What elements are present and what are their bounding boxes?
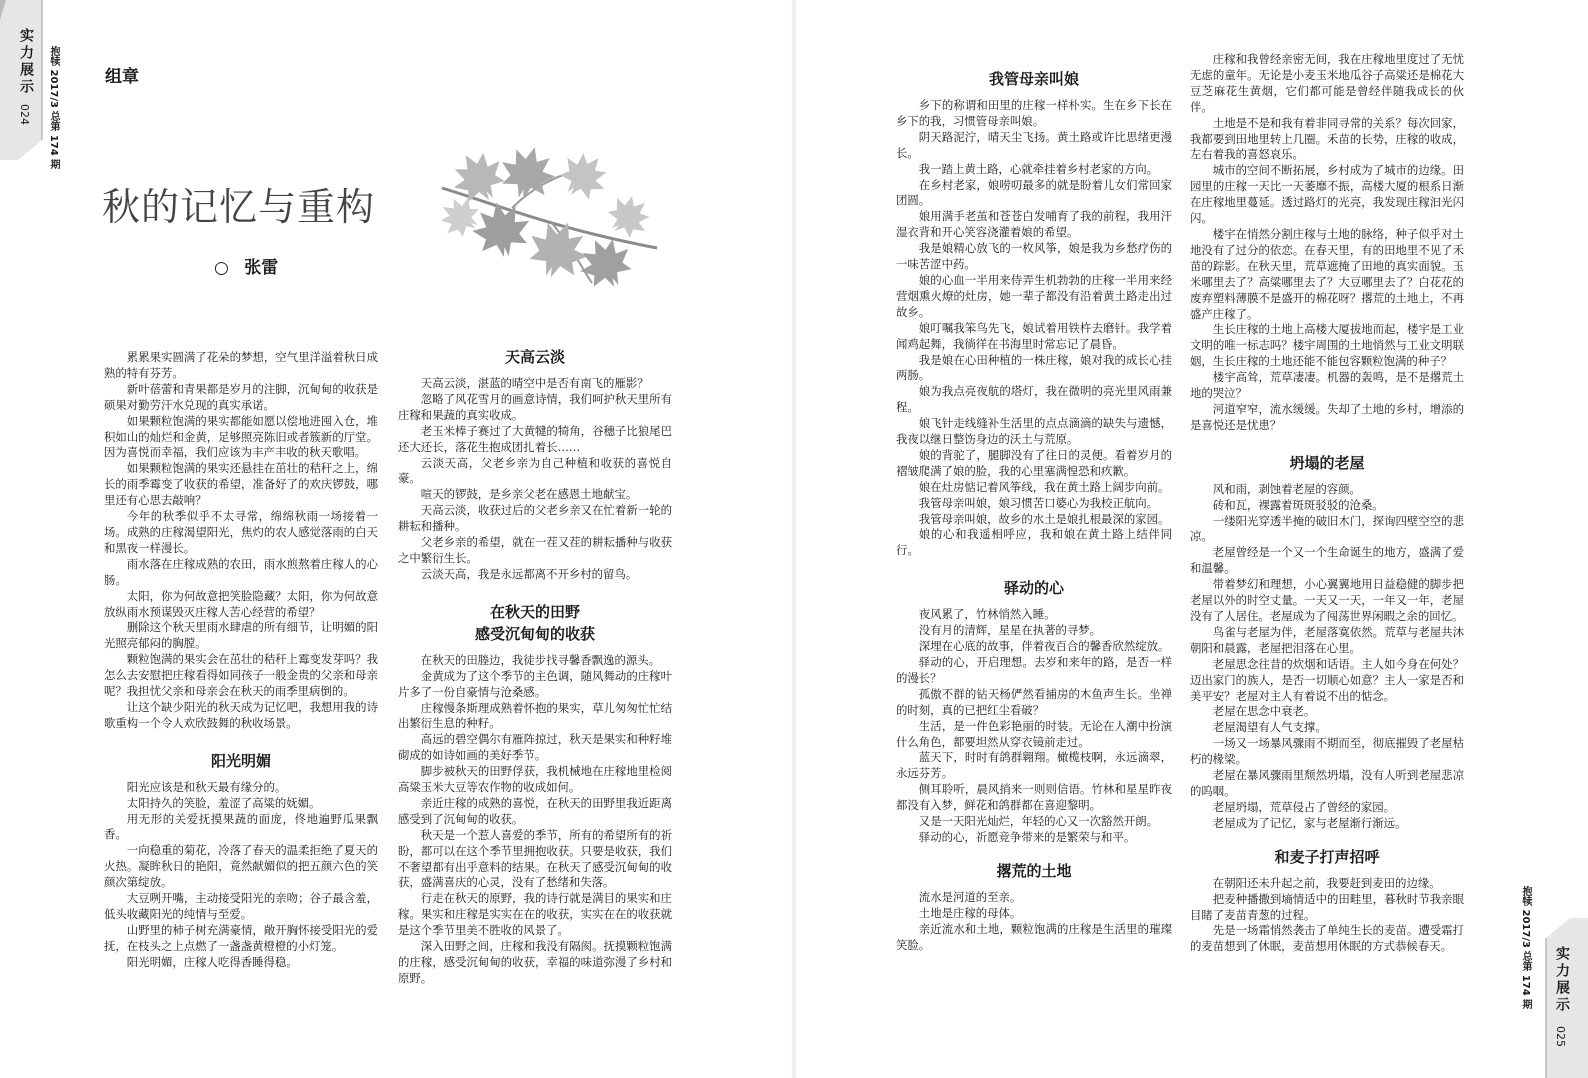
article-column-2 (398, 346, 672, 987)
paragraph: 城市的空间不断拓展，乡村成为了城市的边缘。田园里的庄稼一天比一天萎靡不振，高楼大厦的根系日渐在庄稼地里蔓延。透过路灯的光亮，我发现庄稼汩光闪闪。 (1190, 163, 1464, 226)
paragraph: 乡下的称谓和田里的庄稼一样朴实。生在乡下长在乡下的我，习惯管母亲叫娘。 (896, 98, 1172, 128)
paragraph: 今年的秋季似乎不太寻常，绵绵秋雨一场接着一场。成熟的庄稼渴望阳光，焦灼的农人感觉落雨的白天和黑夜一样漫长。 (104, 509, 378, 555)
section-heading: 和麦子打声招呼 (1274, 847, 1380, 866)
paragraph: 让这个缺少阳光的秋天成为记忆吧，我想用我的诗歌重构一个令人欢欣鼓舞的秋收场景。 (104, 699, 378, 730)
section-heading: 坍塌的老屋 (1289, 453, 1365, 472)
paragraph: 天高云淡，湛蓝的晴空中是否有南飞的雁影？ (420, 376, 649, 390)
paragraph: 楼宇高耸，荒草凄凄。机器的轰鸣，是不是撂荒土地的哭泣？ (1190, 370, 1464, 401)
paragraph: 云淡天高，父老乡亲为自己种植和收获的喜悦自豪。 (398, 455, 672, 486)
paragraph: 一向稳重的菊花，冷落了春天的温柔拒绝了夏天的火热。凝眸秋日的艳阳，竟然献媚似的把五颜六色的笑颜次第绽放。 (104, 843, 378, 890)
paragraph: 驿动的心，开启理想。去岁和来年的路，是否一样的漫长？ (896, 655, 1172, 685)
paragraph: 我管母亲叫娘，娘习惯苦口婆心为我校正航向。 (918, 495, 1159, 510)
paragraph: 老屋渴望有人气支撑。 (1212, 720, 1327, 735)
paragraph: 大豆咧开嘴，主动接受阳光的亲吻；谷子最含羞，低头收藏阳光的纯情与至爱。 (104, 891, 378, 921)
paragraph: 我一踏上黄土路，心就牵挂着乡村老家的方向。 (918, 161, 1159, 176)
paragraph: 一场又一场暴风骤雨不期而至，彻底摧毁了老屋枯朽的椽梁。 (1190, 736, 1464, 767)
paragraph: 侧耳聆听，晨风捎来一则则信语。竹林和星星昨夜都没有入梦，鲜花和鸽群都在喜迎黎明。 (896, 782, 1172, 813)
paragraph: 生长庄稼的土地上高楼大厦拔地而起，楼宇是工业文明的唯一标志吗？楼宇周围的土地悄然与工业文明联姻，生长庄稼的土地还能不能包容颗粒饱满的种子？ (1190, 322, 1464, 369)
paragraph: 流水是河道的至亲。 (918, 889, 1022, 904)
paragraph: 蓝天下，时时有鸽群翱翔。橄榄枝啊，永远滴翠，永远芬芳。 (896, 750, 1172, 781)
page-number-left: 024 (18, 104, 31, 125)
section-heading: 我管母亲叫娘 (988, 70, 1079, 88)
paragraph: 娘飞针走线缝补生活里的点点滴滴的缺失与遗憾，我夜以继日整饬身边的沃土与荒原。 (896, 416, 1172, 447)
section-heading: 阳光明媚 (210, 751, 271, 770)
paragraph: 驿动的心，祈愿竞争带来的是繁荣与和平。 (918, 829, 1136, 844)
paragraph: 娘的心血一半用来侍弄生机勃勃的庄稼一半用来经营烟熏火燎的灶房，她一辈子都没有沿着黄土路走出过故乡。 (896, 272, 1172, 319)
section-tab-left: 实力展示 (18, 28, 34, 96)
paragraph: 高远的碧空偶尔有雁阵掠过，秋天是果实和种籽堆砌成的如诗如画的美好季节。 (398, 732, 672, 763)
paragraph: 行走在秋天的原野，我的诗行就是满目的果实和庄稼。果实和庄稼是实实在在的收获，实实在在的收获就是这个季节里美不胜收的风景了。 (398, 891, 672, 938)
paragraph: 金黄成为了这个季节的主色调，随风舞动的庄稼叶片多了一份自豪情与沧桑感。 (398, 668, 672, 699)
paragraph: 庄稼和我曾经亲密无间，我在庄稼地里度过了无忧无虑的童年。无论是小麦玉米地瓜谷子高粱还是棉花大豆芝麻花生黄烟，它们都可能是曾经伴随我成长的伙伴。 (1190, 52, 1464, 114)
maple-leaves-illustration (432, 148, 667, 300)
paragraph: 河道窄窄，流水缓缓。失却了土地的乡村，增添的是喜悦还是忧患？ (1190, 401, 1464, 432)
paragraph: 老屋曾经是一个又一个生命诞生的地方，盛满了爱和温馨。 (1190, 545, 1464, 576)
article-column-3 (896, 68, 1172, 954)
paragraph: 老屋成为了记忆，家与老屋渐行渐远。 (1212, 815, 1407, 830)
article-column-4 (1190, 52, 1464, 955)
paragraph: 父老乡亲的希望，就在一茬又茬的耕耘播种与收获之中繁衍生长。 (398, 535, 672, 565)
paragraph: 天高云淡，收获过后的父老乡亲又在忙着新一轮的耕耘和播种。 (398, 503, 672, 534)
paragraph: 庄稼慢条斯理成熟着怀抱的果实，草儿匆匆忙忙结出繁衍生息的种籽。 (398, 700, 672, 731)
paragraph: 生活，是一件色彩艳丽的时装。无论在人潮中扮演什么角色，都要坦然从穿衣镜前走过。 (896, 718, 1172, 749)
paragraph: 娘用满手老茧和苍苍白发哺育了我的前程，我用汗湿衣背和开心笑容浇灌着娘的希望。 (896, 209, 1172, 240)
paragraph: 云淡天高，我是永远都离不开乡村的留鸟。 (420, 566, 638, 581)
column-tag: 组章 (105, 67, 139, 87)
paragraph: 亲近庄稼的成熟的喜悦，在秋天的田野里我近距离感受到了沉甸甸的收获。 (398, 795, 672, 826)
paragraph: 亲近流水和土地，颗粒饱满的庄稼是生活里的璀璨笑脸。 (896, 921, 1172, 952)
paragraph: 太阳，你为何故意把笑脸隐藏？太阳，你为何故意放纵雨水预谋毁灭庄稼人苦心经营的希望？ (104, 588, 378, 619)
paragraph: 在朝阳还未升起之前，我要赶到麦田的边缘。 (1212, 875, 1441, 890)
paragraph: 我管母亲叫娘，故乡的水土是娘扎根最深的家园。 (918, 511, 1170, 526)
section-heading: 天高云淡 (504, 348, 565, 366)
paragraph: 用无形的关爱抚摸果蔬的面庞，佟地遍野瓜果飘香。 (104, 811, 378, 842)
paragraph: 带着梦幻和理想，小心翼翼地用日益稳健的脚步把老屋以外的时空丈量。一天又一天，一年又一年，老屋没有了人居住。老屋成为了闯荡世界闲暇之余的回忆。 (1190, 577, 1464, 623)
paragraph: 娘为我点亮夜航的塔灯，我在微明的亮光里风雨兼程。 (896, 384, 1172, 415)
paragraph: 鸟雀与老屋为伴，老屋落寞依然。荒草与老屋共沐朝阳和晨露，老屋把泪落在心里。 (1190, 624, 1464, 655)
paragraph: 土地是不是和我有着非同寻常的关系？每次回家，我都要到田地里转上几圈。禾苗的长势，庄稼的收成，左右着我的喜怒哀乐。 (1190, 115, 1464, 162)
paragraph: 一缕阳光穿透半掩的破旧木门，探询四壁空空的悲凉。 (1190, 513, 1464, 544)
paragraph: 又是一天阳光灿烂，年轻的心又一次豁然开朗。 (918, 814, 1159, 829)
author-circle-mark: ○ (214, 258, 229, 278)
paragraph: 娘的背驼了，腿脚没有了往日的灵便。看着岁月的褶皱爬满了娘的脸，我的心里塞满惶恐和疚歉。 (896, 447, 1172, 478)
paragraph: 楼宇在悄然分割庄稼与土地的脉络，种子似乎对土地没有了过分的依恋。在春天里，有的田地里不见了禾苗的踪影。在秋天里，荒草遮掩了田地的真实面貌。玉米哪里去了？高粱哪里去了？大豆哪里去了？白花花的废弃塑料薄膜不是盛开的棉花呀？撂荒的土地上，不再盛产庄稼了。 (1190, 226, 1464, 321)
paragraph: 脚步被秋天的田野俘获，我机械地在庄稼地里检阅高粱玉米大豆等农作物的收成如何。 (398, 764, 672, 795)
article-title: 秋的记忆与重构 (102, 185, 376, 229)
page-number-right: 025 (1554, 1026, 1567, 1047)
paragraph: 在秋天的田塍边，我徒步找寻馨香飘逸的源头。 (420, 652, 661, 667)
paragraph: 深埋在心底的故事，伴着夜百合的馨香欣然绽放。 (918, 639, 1170, 654)
paragraph: 娘的心和我遥相呼应，我和娘在黄土路上结伴同行。 (896, 527, 1172, 558)
paragraph: 累累果实圆满了花朵的梦想，空气里洋溢着秋日成熟的特有芬芳。 (104, 350, 378, 380)
author-name: 张雷 (244, 258, 279, 278)
paragraph: 如果颗粒饱满的果实都能如愿以偿地进囤入仓，堆积如山的灿烂和金黄，足够照亮陈旧或者簇新的厅堂。因为喜悦而幸福，我们应该为丰产丰收的秋天歌唱。 (104, 413, 378, 460)
paragraph: 老屋在暴风骤雨里颓然坍塌，没有人听到老屋悲凉的呜咽。 (1190, 768, 1464, 798)
paragraph: 孤傲不群的钻天杨俨然看捕房的木鱼声生长。坐禅的时刻，真的已把红尘看破？ (896, 686, 1172, 717)
paragraph: 老屋在思念中衰老。 (1212, 704, 1316, 719)
paragraph: 娘叮嘱我笨鸟先飞，娘试着用铁杵去磨针。我学着闻鸡起舞，我徜徉在书海里时常忘记了晨昏。 (896, 320, 1172, 351)
paragraph: 阴天路泥泞，晴天尘飞扬。黄土路或许比思绪更漫长。 (896, 129, 1172, 160)
paragraph: 娘在灶房惦记着风筝线，我在黄土路上阔步向前。 (918, 479, 1170, 494)
paragraph: 忽略了风花雪月的画意诗情，我们呵护秋天里所有庄稼和果蔬的真实收成。 (398, 391, 672, 422)
paragraph: 砖和瓦，裸露着斑斑驳驳的沧桑。 (1212, 497, 1384, 512)
paragraph: 老玉米棒子赛过了大黄犍的犄角，谷穗子比狼尾巴还大还长，落花生抱成团扎着长…… (398, 423, 672, 454)
paragraph: 如果颗粒饱满的果实还悬挂在茁壮的秸秆之上，绵长的雨季霉变了收获的希望，准备好了的欢庆锣鼓，哪里还有心思去敲响？ (104, 461, 378, 508)
paragraph: 雨水落在庄稼成熟的农田，雨水煎熬着庄稼人的心肠。 (104, 556, 378, 587)
section-heading: 驿动的心 (1003, 579, 1064, 598)
paragraph: 太阳持久的笑脸，羞涩了高粱的妩媚。 (126, 795, 321, 810)
paragraph: 先是一场霜悄然袭击了单纯生长的麦苗。遭受霜打的麦苗想到了休眠，麦苗想用休眠的方式恭候春天。 (1190, 923, 1464, 954)
section-heading: 在秋天的田野 (489, 602, 580, 621)
paragraph: 颗粒饱满的果实会在茁壮的秸秆上霉变发芽吗？我怎么去安慰把庄稼看得如同孩子一般金贵的父亲和母亲呢？我担忧父亲和母亲会在秋天的雨季里病倒的。 (104, 652, 378, 699)
issue-info-left: 抱犊 2017/3 总第 174 期 (48, 46, 59, 170)
paragraph: 老屋坍塌，荒草侵占了曾经的家园。 (1212, 799, 1396, 814)
page-spine (791, 0, 797, 1078)
paragraph: 我是娘精心放飞的一枚风筝，娘是我为乡愁疗伤的一味苦涩中药。 (896, 241, 1172, 272)
paragraph: 阳光应该是和秋天最有缘分的。 (126, 779, 287, 794)
paragraph: 秋天是一个惹人喜爱的季节，所有的希望所有的祈盼，都可以在这个季节里拥抱收获。只要是收获，我们不奢望都有出乎意料的结果。在秋天了感受沉甸甸的收获，盛满喜庆的心灵，没有了愁绪和失落。 (398, 827, 672, 890)
issue-info-right: 抱犊 2017/3 总第 174 期 (1520, 886, 1531, 1010)
paragraph: 在乡村老家，娘唠叨最多的就是盼着儿女们常回家团圆。 (896, 177, 1172, 208)
section-tab-right: 实力展示 (1554, 946, 1570, 1014)
paragraph: 山野里的柿子树充满豪情，敞开胸怀接受阳光的爱抚，在枝头之上点燃了一盏盏黄橙橙的小灯笼。 (104, 922, 378, 953)
paragraph: 把麦种播撒到墒情适中的田畦里，暮秋时节我亲眼目睹了麦苗青葱的过程。 (1190, 891, 1464, 922)
paragraph: 土地是庄稼的母体。 (918, 905, 1022, 920)
paragraph: 喧天的锣鼓，是乡亲父老在感恩土地献宝。 (420, 487, 638, 502)
author-line (214, 253, 278, 278)
paragraph: 没有月的清辉，星星在执著的寻梦。 (918, 623, 1102, 638)
paragraph: 新叶蓓蕾和青果都是岁月的注脚，沉甸甸的收获是硕果对勤劳汗水兑现的真实承诺。 (104, 381, 378, 412)
paragraph: 阳光明媚，庄稼人吃得香睡得稳。 (126, 954, 298, 969)
paragraph: 老屋思念往昔的炊烟和话语。主人如今身在何处？迈出家门的族人，是否一切顺心如意？主人一家是否和美平安？老屋对主人有着说不出的惦念。 (1190, 656, 1464, 703)
section-heading: 感受沉甸甸的收获 (474, 624, 595, 643)
paragraph: 夜风累了，竹林悄然入睡。 (918, 607, 1056, 622)
section-heading: 撂荒的土地 (996, 861, 1072, 880)
paragraph: 我是娘在心田种植的一株庄稼，娘对我的成长心挂两肠。 (896, 352, 1172, 383)
paragraph: 风和雨，剥蚀着老屋的容颜。 (1212, 481, 1361, 496)
paragraph: 删除这个秋天里雨水肆虐的所有细节，让明媚的阳光照亮郁闷的胸膛。 (104, 620, 378, 651)
paragraph: 深入田野之间，庄稼和我没有隔阂。抚摸颗粒饱满的庄稼，感受沉甸甸的收获，幸福的味道弥漫了乡村和原野。 (398, 939, 672, 985)
article-column-1 (104, 350, 378, 971)
